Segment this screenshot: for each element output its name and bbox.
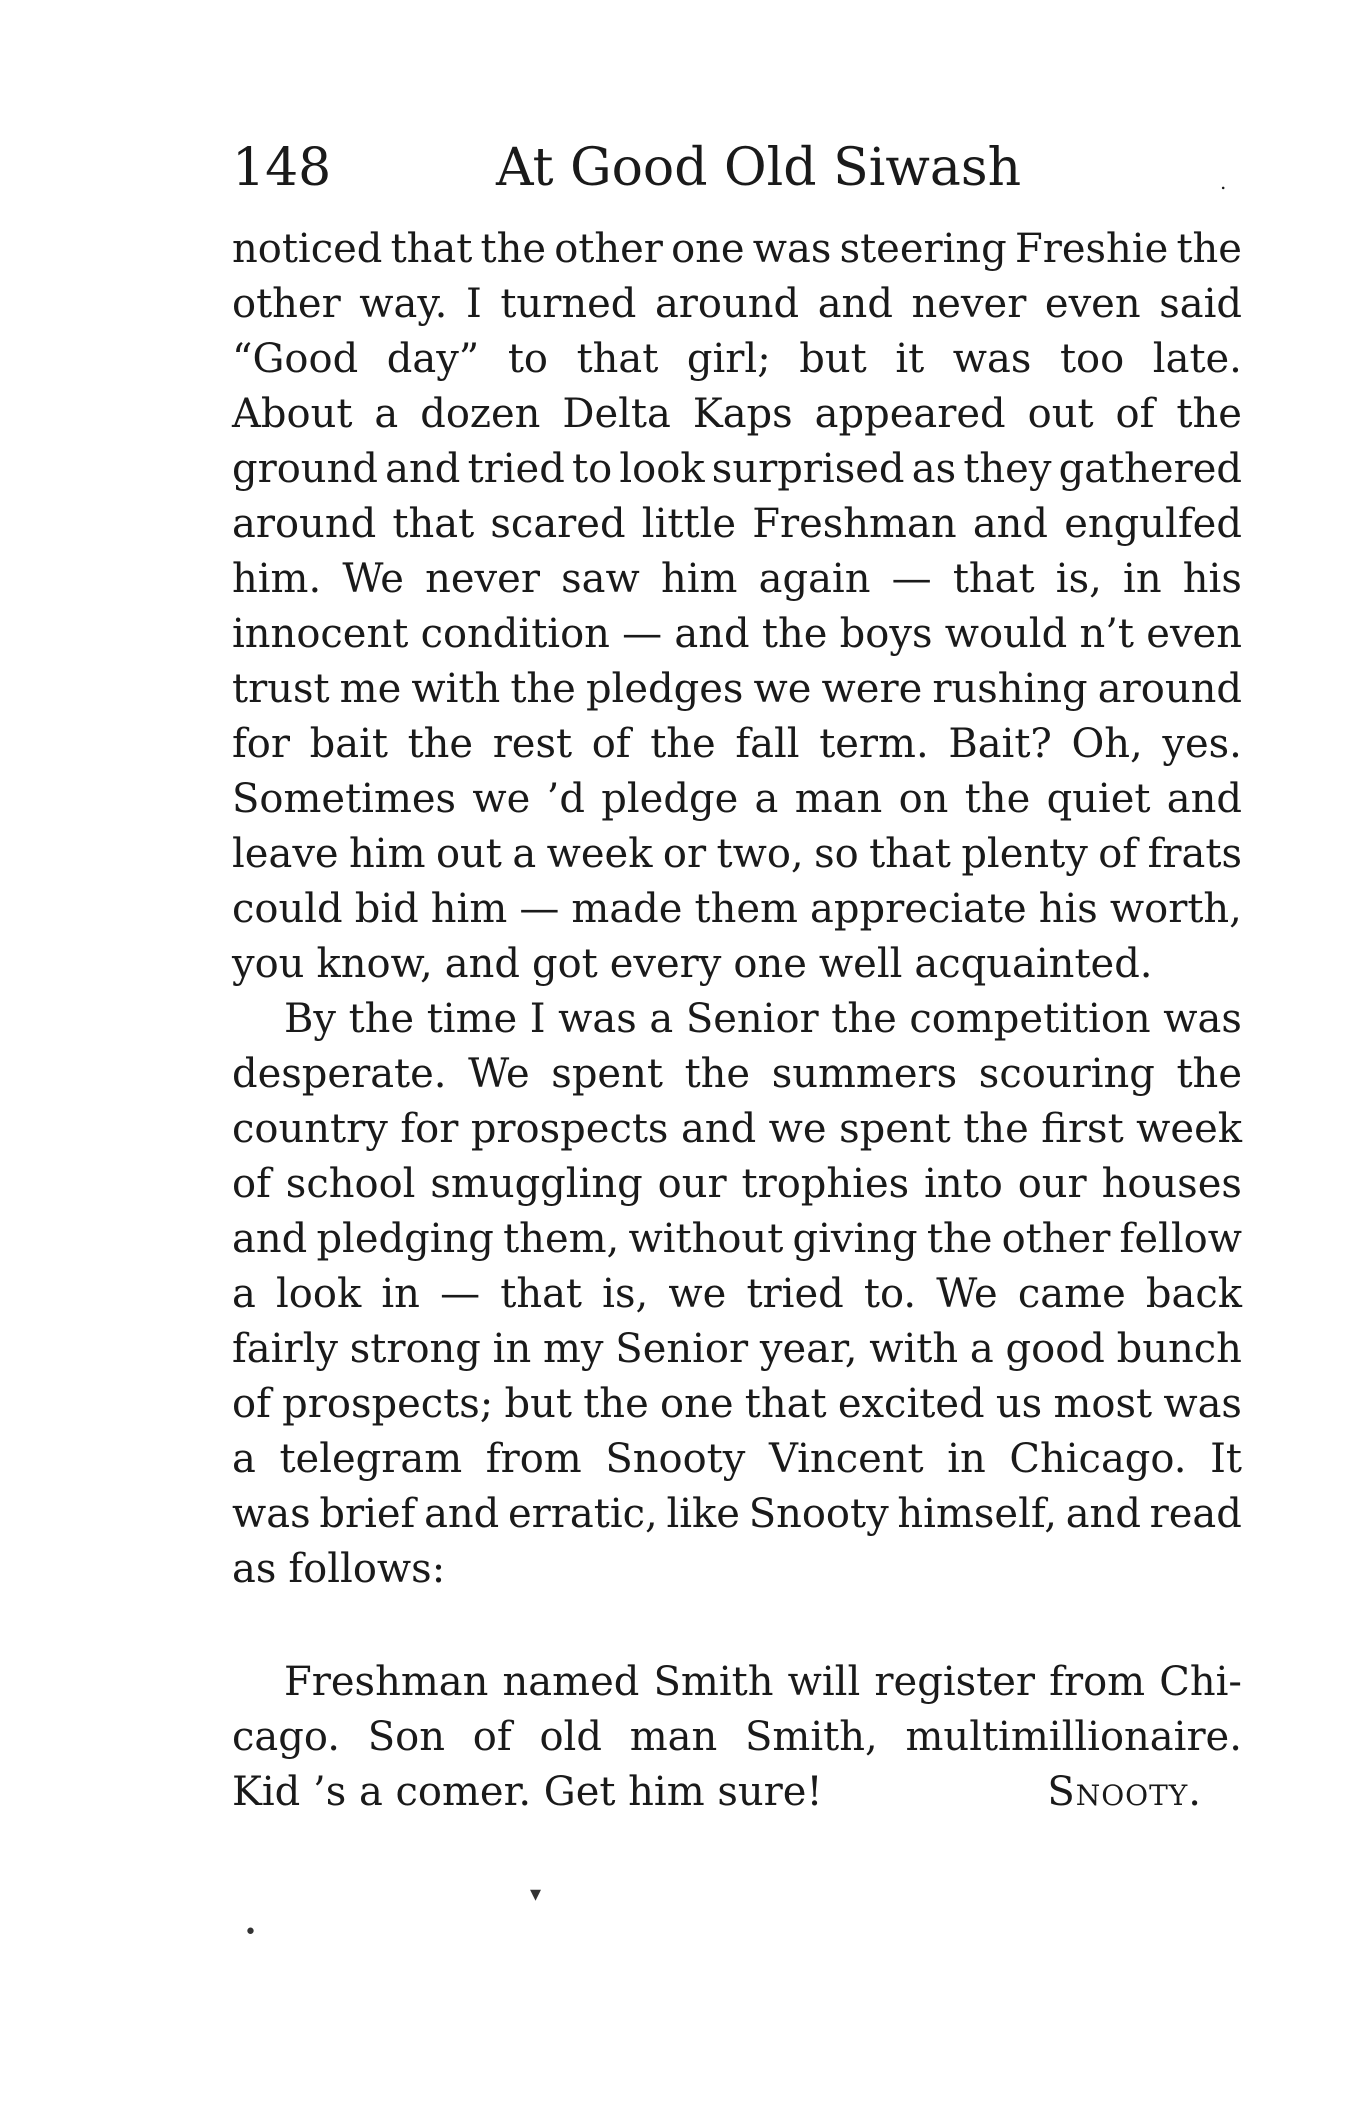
text-line: for bait the rest of the fall term. Bait? Oh, yes. [232, 721, 1242, 767]
text-line: as follows: [232, 1546, 446, 1592]
page-number: 148 [232, 138, 332, 198]
paragraph-2 [232, 992, 1242, 1597]
header-mark: . [1220, 170, 1227, 194]
text-line: of prospects; but the one that excited us most was [232, 1381, 1242, 1427]
text-line: and pledging them, without giving the other fellow [232, 1216, 1242, 1262]
text-line: you know, and got every one well acquainted. [232, 941, 1153, 987]
text-line: a look in — that is, we tried to. We came back [232, 1271, 1242, 1317]
running-title: At Good Old Siwash [496, 138, 1022, 198]
text-line: trust me with the pledges we were rushing around [232, 666, 1242, 712]
text-line: By the time I was a Senior the competition was [284, 996, 1242, 1042]
text-line: was brief and erratic, like Snooty himself, and read [232, 1491, 1242, 1537]
text-line: could bid him — made them appreciate his worth, [232, 886, 1242, 932]
stray-dot: • [244, 1920, 257, 1945]
page-header [0, 138, 1353, 198]
text-line: desperate. We spent the summers scouring the [232, 1051, 1242, 1097]
stray-mark: ▾ [530, 1882, 542, 1907]
telegram-signature: Snooty. [1047, 1769, 1202, 1815]
text-line: Freshman named Smith will register from Chi- [284, 1659, 1242, 1705]
page-body [232, 222, 1242, 1820]
text-line: cago. Son of old man Smith, multimillionaire. [232, 1714, 1242, 1760]
text-line: leave him out a week or two, so that plenty of frats [232, 831, 1242, 877]
telegram-last-line [232, 1765, 1242, 1820]
telegram [232, 1655, 1242, 1765]
text-line: About a dozen Delta Kaps appeared out of the [232, 391, 1242, 437]
text-line: fairly strong in my Senior year, with a good bunch [232, 1326, 1242, 1372]
text-line: noticed that the other one was steering Freshie the [232, 226, 1242, 272]
text-line: him. We never saw him again — that is, in his [232, 556, 1242, 602]
text-line: ground and tried to look surprised as they gathered [232, 446, 1242, 492]
paragraph-1 [232, 222, 1242, 992]
text-line: innocent condition — and the boys would n’t even [232, 611, 1242, 657]
text-line: other way. I turned around and never even said [232, 281, 1242, 327]
text-line: a telegram from Snooty Vincent in Chicago. It [232, 1436, 1242, 1482]
text-line: of school smuggling our trophies into our houses [232, 1161, 1242, 1207]
text-line: “Good day” to that girl; but it was too late. [232, 336, 1242, 382]
text-line: country for prospects and we spent the first week [232, 1106, 1242, 1152]
text-line: around that scared little Freshman and engulfed [232, 501, 1242, 547]
telegram-text: Kid ’s a comer. Get him sure! [232, 1769, 823, 1815]
text-line: Sometimes we ’d pledge a man on the quiet and [232, 776, 1242, 822]
